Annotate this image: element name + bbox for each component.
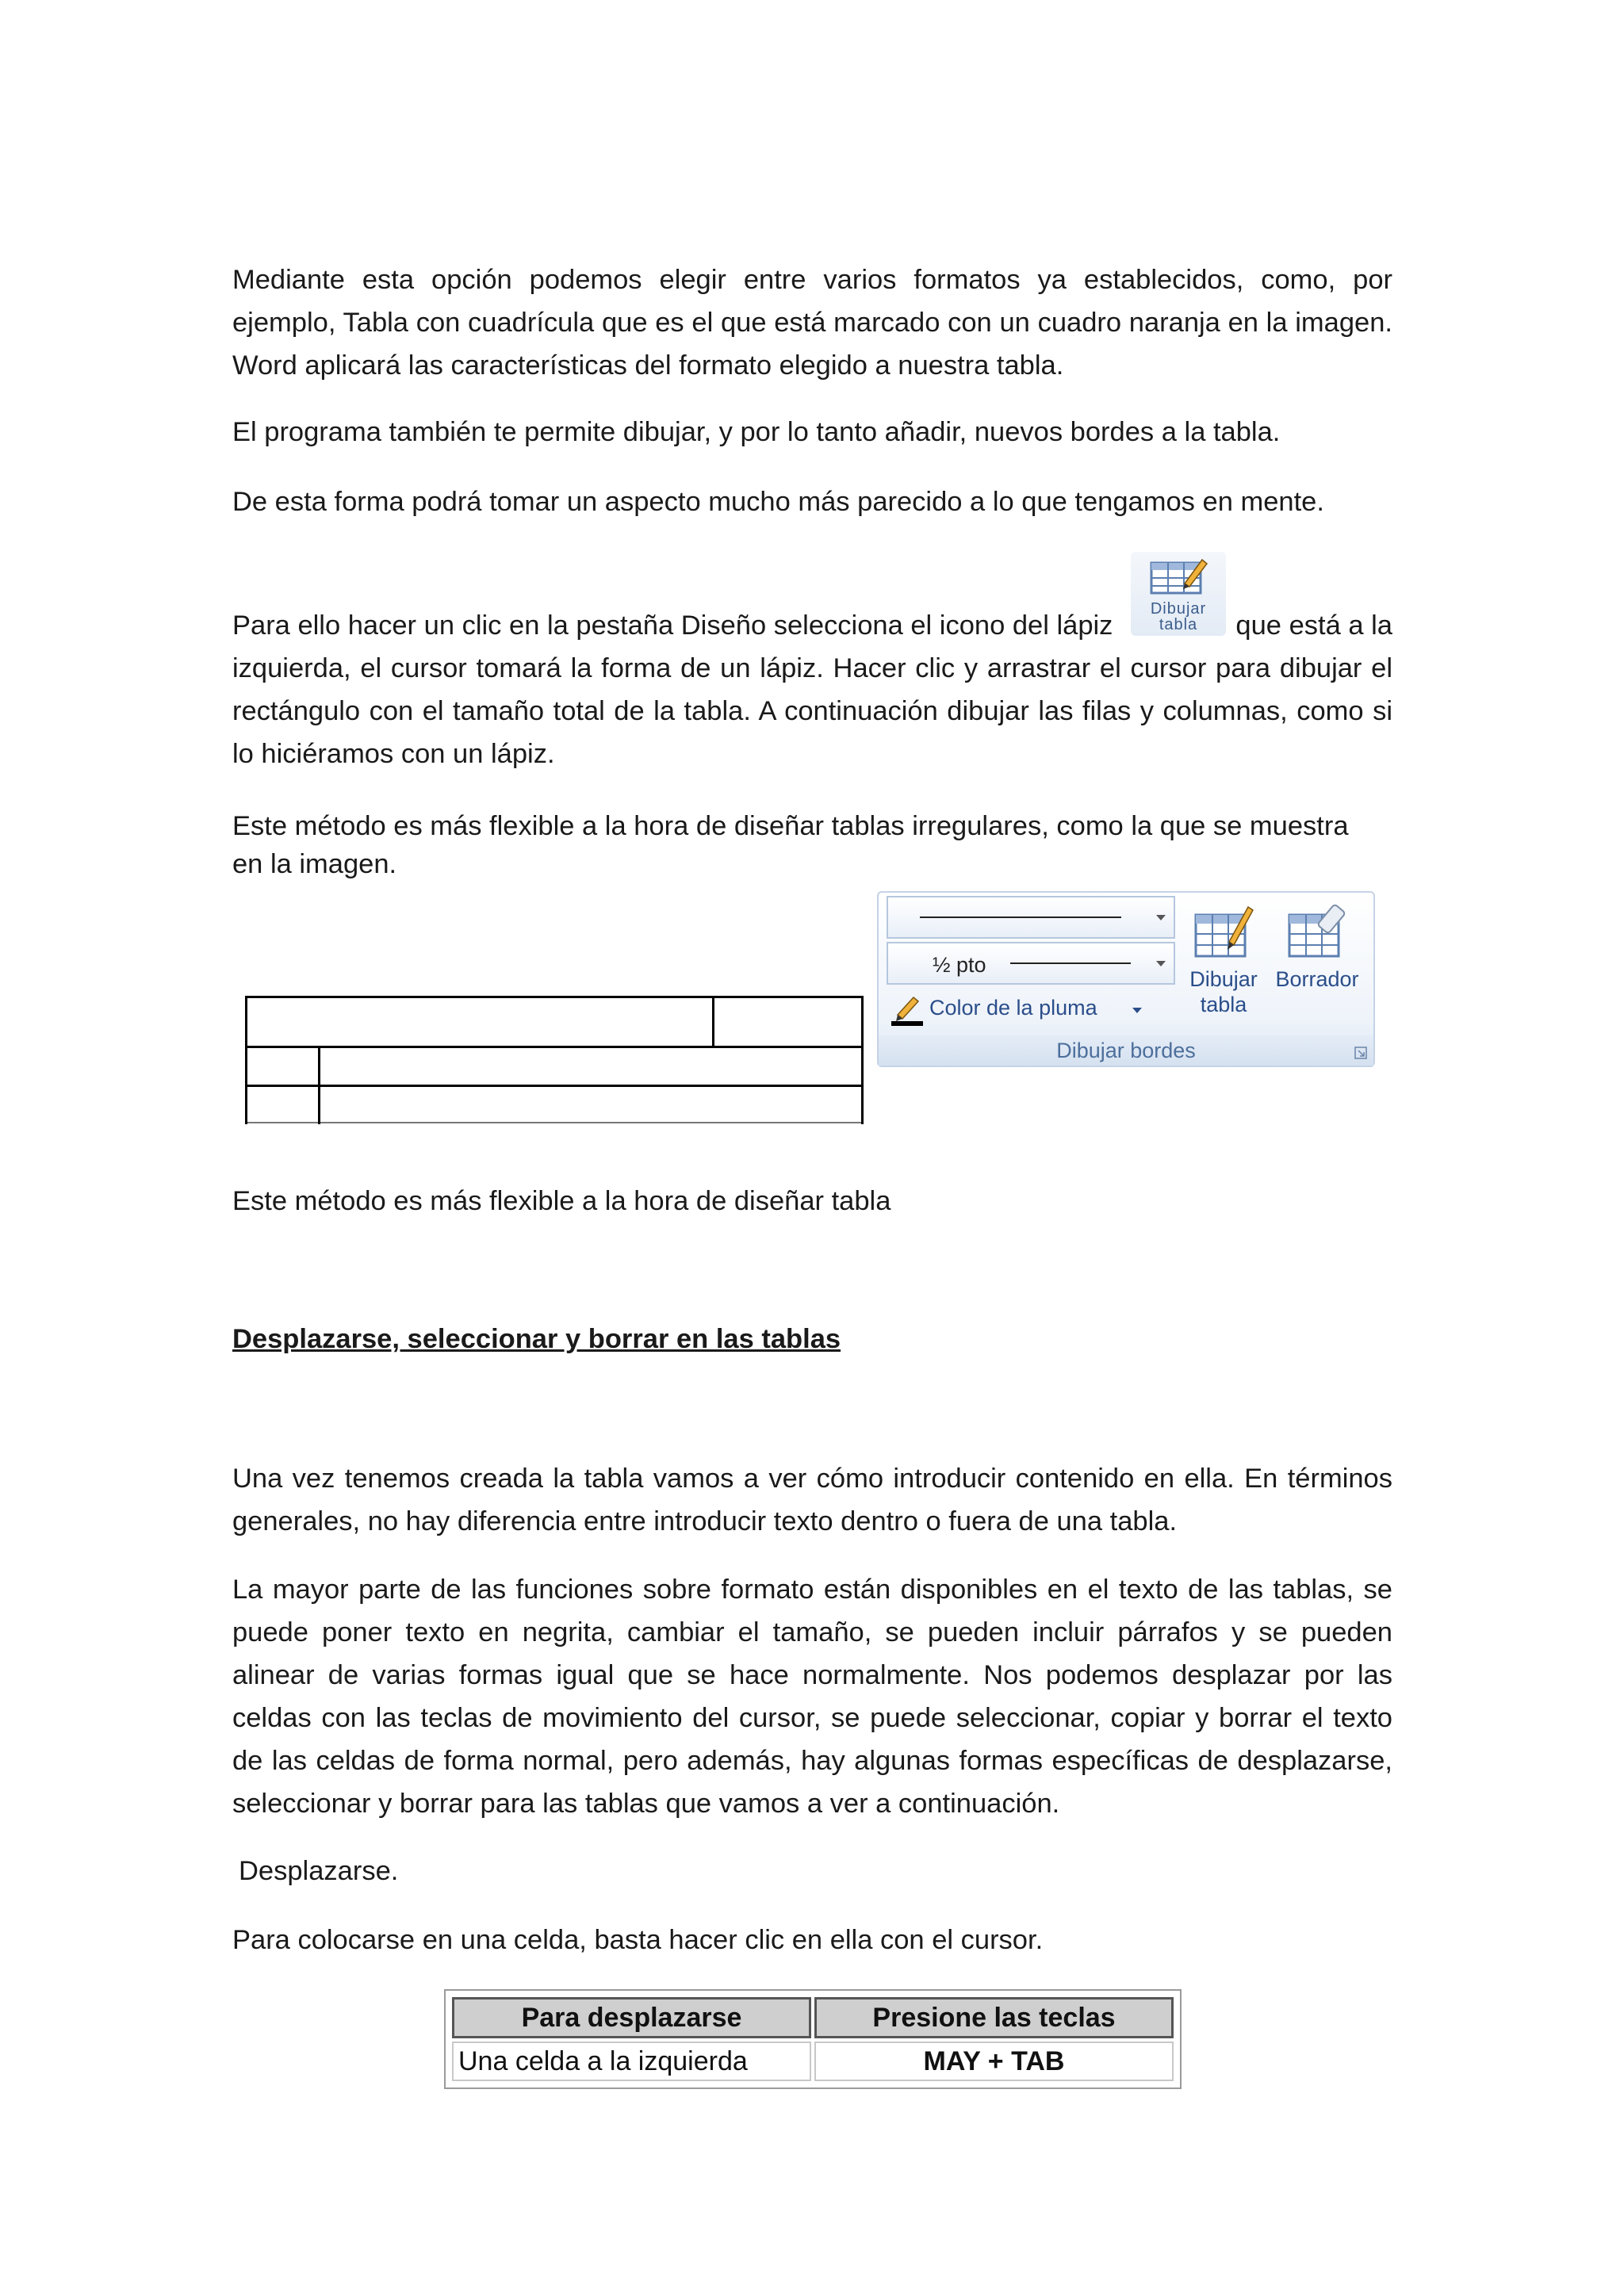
- table-pencil-icon: [1148, 557, 1208, 598]
- chevron-down-icon: [1156, 961, 1166, 966]
- paragraph-pencil-text-after: que está a la: [1235, 610, 1392, 641]
- paragraph-flexible: Este método es más flexible a la hora de diseñar tablas irregulares, como la que se muestra en la imagen.: [232, 811, 1349, 879]
- table-row: [452, 2042, 1174, 2081]
- paragraph-place-cell: Para colocarse en una celda, basta hacer clic en ella con el cursor.: [232, 1925, 1044, 1955]
- section-heading: Desplazarse, seleccionar y borrar en las tablas: [232, 1324, 841, 1354]
- dialog-launcher-icon[interactable]: [1354, 1047, 1367, 1059]
- draw-table-label-1: Dibujar: [1189, 967, 1258, 991]
- draw-borders-ribbon-group: [877, 891, 1375, 1067]
- eraser-label: Borrador: [1275, 967, 1359, 991]
- chevron-down-icon: [1132, 1008, 1142, 1013]
- paragraph-formats: Mediante esta opción podemos elegir entre varios formatos ya establecidos, como, por ejemplo, Tabla con cuadrícula que es el que está marcado con un cuadro naranja en la imagen. Word aplicará las características del formato elegido a nuestra tabla.: [232, 265, 1392, 381]
- paragraph-pencil-text-before: Para ello hacer un clic en la pestaña Diseño selecciona el icono del lápiz: [232, 610, 1113, 641]
- eraser-button[interactable]: [1267, 902, 1367, 992]
- paragraph-format-functions: La mayor parte de las funciones sobre formato están disponibles en el texto de las tablas, se puede poner texto en negrita, cambiar el tamaño, se pueden incluir párrafos y se pueden alinear de varias formas igual que se hace normalmente. Nos podemos desplazar por las celdas con las teclas de movimiento del cursor, se puede seleccionar, copiar y borrar el texto de las celdas de forma normal, pero además, hay algunas formas específicas de desplazarse, seleccionar y borrar para las tablas que vamos a ver a continuación.: [232, 1575, 1392, 1819]
- paragraph-draw-borders: El programa también te permite dibujar, y por lo tanto añadir, nuevos bordes a la tabla.: [232, 417, 1281, 447]
- keys-table: [444, 1989, 1182, 2089]
- draw-table-label-2: tabla: [1200, 993, 1247, 1016]
- keys-table-header: Presione las teclas: [814, 1997, 1174, 2038]
- paragraph-move-heading: Desplazarse.: [239, 1856, 399, 1886]
- line-style-dropdown[interactable]: [887, 896, 1175, 939]
- keys-table-header-row: [452, 1997, 1174, 2038]
- paragraph-aspect: De esta forma podrá tomar un aspecto mucho más parecido a lo que tengamos en mente.: [232, 487, 1324, 517]
- eraser-icon: [1285, 902, 1350, 962]
- keys-table-header: Para desplazarse: [452, 1997, 811, 2038]
- table-pencil-icon: [1191, 902, 1256, 962]
- ribbon-group-label: Dibujar bordes: [879, 1035, 1373, 1066]
- line-weight-value: ½ pto: [933, 953, 986, 977]
- chevron-down-icon: [1156, 915, 1166, 920]
- line-weight-dropdown[interactable]: [887, 942, 1175, 985]
- paragraph-content-intro: Una vez tenemos creada la tabla vamos a ver cómo introducir contenido en ella. En términos generales, no hay diferencia entre introducir texto dentro o fuera de una tabla.: [232, 1464, 1392, 1536]
- paragraph-flexible-repeat: Este método es más flexible a la hora de diseñar tabla: [232, 1186, 891, 1216]
- draw-table-button[interactable]: [1180, 902, 1267, 1017]
- paragraph-pencil-rest: izquierda, el cursor tomará la forma de un lápiz. Hacer clic y arrastrar el cursor para dibujar el rectángulo con el tamaño total de la tabla. A continuación dibujar las filas y columnas, como si lo hiciéramos con un lápiz.: [232, 653, 1392, 769]
- table-cell-keys: MAY + TAB: [814, 2042, 1174, 2081]
- draw-table-caption-2: tabla: [1159, 616, 1198, 633]
- draw-table-icon: [1131, 552, 1226, 636]
- pen-color-label: Color de la pluma: [929, 996, 1097, 1020]
- table-cell-action: Una celda a la izquierda: [452, 2042, 811, 2081]
- draw-table-caption-1: Dibujar: [1150, 600, 1207, 618]
- pen-color-icon: [890, 994, 925, 1026]
